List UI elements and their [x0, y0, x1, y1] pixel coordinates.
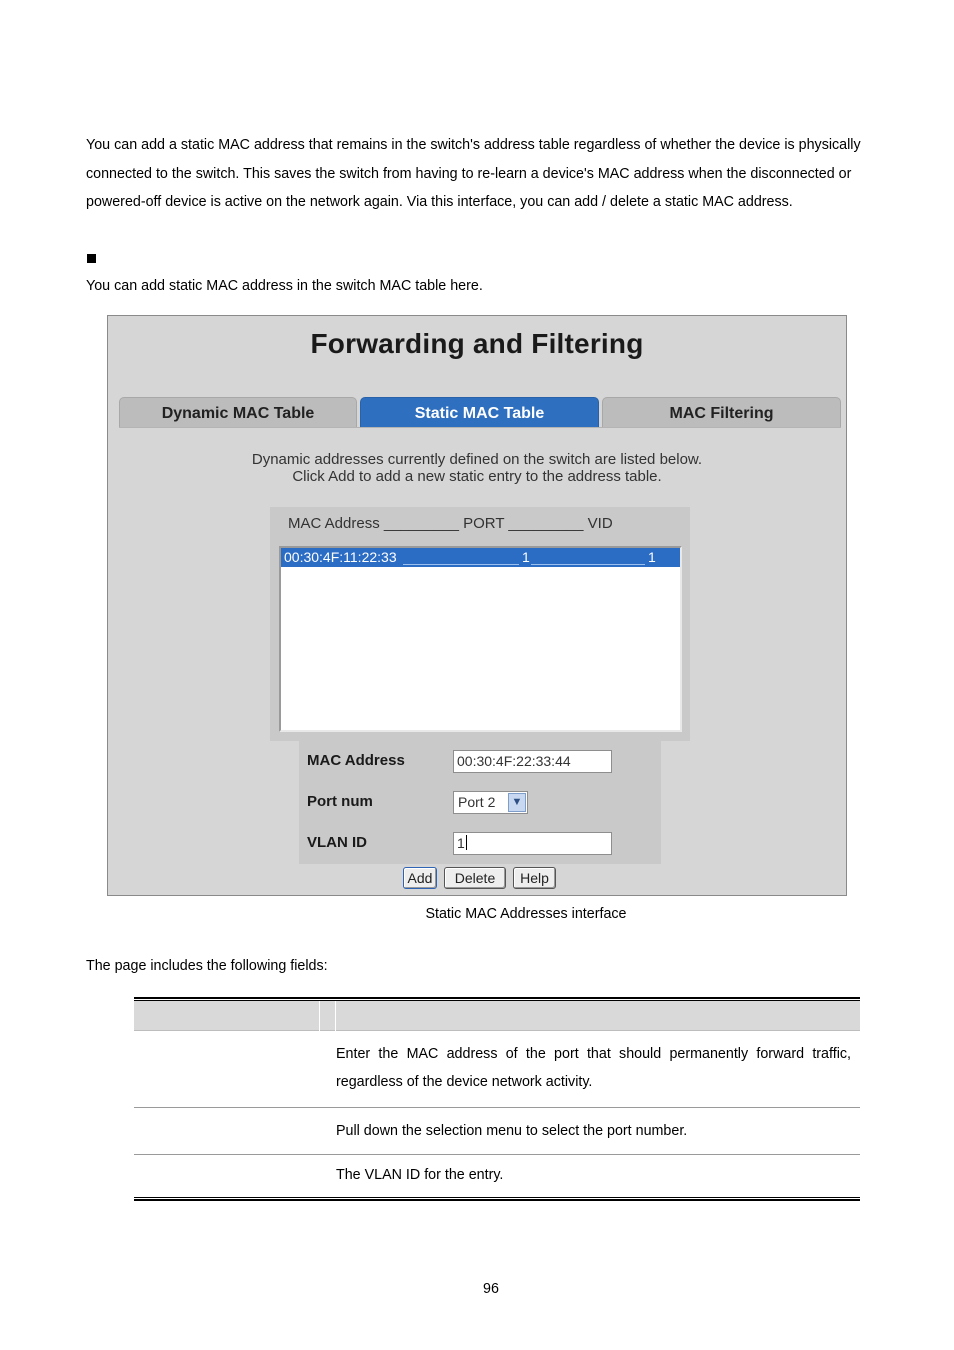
page-number: 96 [483, 1281, 499, 1297]
list-column-header: MAC Address _________ PORT _________ VID [288, 515, 613, 532]
tab-bar [119, 397, 841, 428]
vlan-id-value: 1 [457, 835, 465, 851]
list-item[interactable] [281, 548, 680, 567]
table-row-description: Enter the MAC address of the port that should permanently forward traffic, regardless of the device network activity. [336, 1046, 851, 1090]
fields-intro-text: The page includes the following fields: [86, 958, 328, 974]
text-cursor-icon [466, 835, 467, 850]
description-line-1: Dynamic addresses currently defined on the switch are listed below. [251, 451, 703, 468]
add-entry-form [299, 741, 661, 864]
table-row [134, 1155, 860, 1197]
list-item-mac: 00:30:4F:11:22:33 [284, 549, 397, 565]
table-row-description: The VLAN ID for the entry. [336, 1167, 504, 1183]
table-bottom-rule [134, 1197, 860, 1201]
table-header-separator [319, 1001, 336, 1031]
list-item-vid: 1 [648, 549, 656, 565]
tab-static-mac-table[interactable]: Static MAC Table [360, 397, 599, 428]
panel-description [108, 451, 846, 485]
table-row-description: Pull down the selection menu to select the port number. [336, 1123, 688, 1139]
description-line-2: Click Add to add a new static entry to the address table. [292, 468, 662, 485]
panel-title: Forwarding and Filtering [310, 328, 644, 359]
table-row [134, 1032, 860, 1108]
port-num-label: Port num [307, 793, 373, 810]
chevron-down-icon[interactable]: ▼ [508, 793, 526, 812]
list-item-separator [403, 564, 519, 565]
tab-dynamic-mac-table[interactable]: Dynamic MAC Table [119, 397, 357, 428]
list-item-separator [531, 564, 645, 565]
tab-mac-filtering[interactable]: MAC Filtering [602, 397, 841, 428]
add-button[interactable]: Add [403, 867, 437, 889]
mac-address-label: MAC Address [307, 752, 405, 769]
vlan-id-label: VLAN ID [307, 834, 367, 851]
bullet-square-icon [87, 254, 96, 263]
sub-intro-text: You can add static MAC address in the switch MAC table here. [86, 278, 483, 294]
intro-paragraph: You can add a static MAC address that remains in the switch's address table regardless of whether the device is physically connected to the switch. This saves the switch from having to re-learn a device's MAC address when the disconnected or powered-off device is active on the network again. Via this interface, you can add / delete a static MAC address. [86, 137, 861, 210]
tab-divider [119, 427, 841, 428]
figure-caption: Static MAC Addresses interface [425, 906, 627, 922]
port-num-select[interactable] [453, 791, 528, 814]
mac-address-input[interactable]: 00:30:4F:22:33:44 [453, 750, 612, 773]
help-button[interactable]: Help [513, 867, 556, 889]
static-address-list-panel [270, 507, 690, 741]
static-mac-screenshot [107, 315, 847, 896]
list-item-port: 1 [522, 549, 530, 565]
table-row [134, 1108, 860, 1155]
delete-button[interactable]: Delete [444, 867, 506, 889]
static-address-listbox[interactable] [279, 546, 682, 732]
table-header [134, 1001, 860, 1031]
port-num-selected-value: Port 2 [458, 794, 496, 810]
vlan-id-input[interactable] [453, 832, 612, 855]
